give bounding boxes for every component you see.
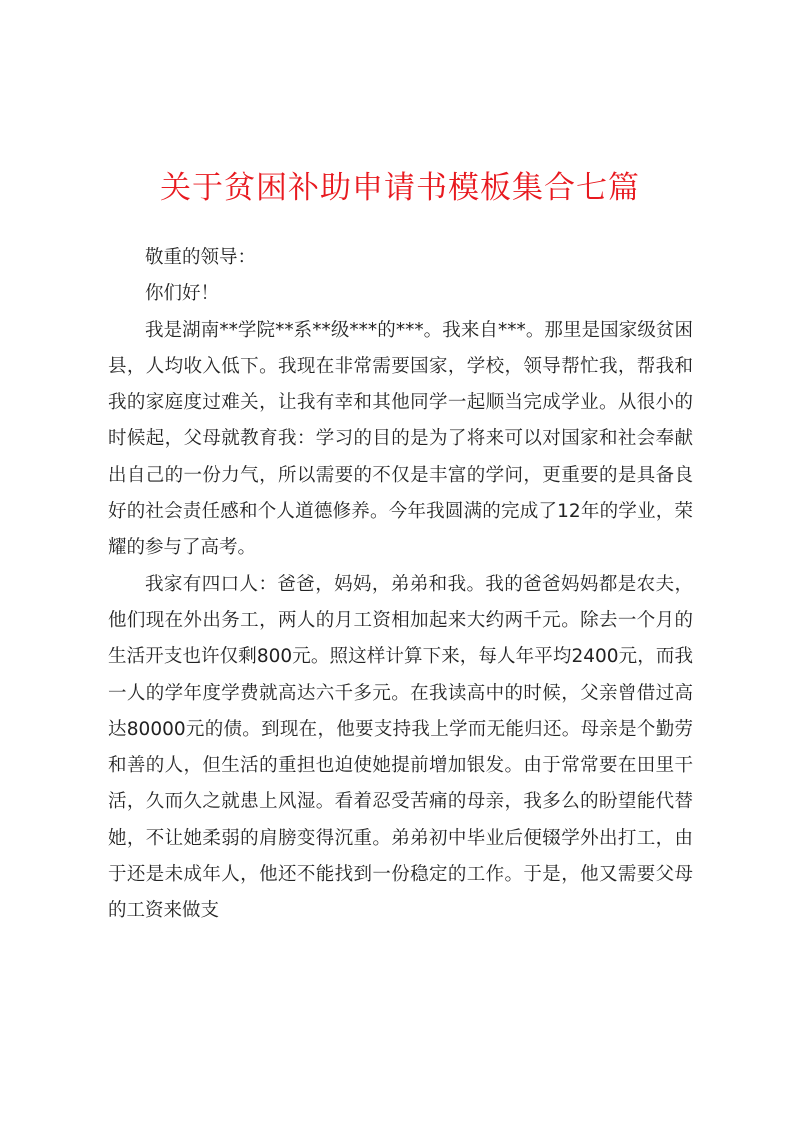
document-body: [108, 240, 693, 930]
salutation: 敬重的领导：: [145, 247, 257, 268]
greeting: 你们好！: [145, 283, 220, 305]
paragraph-2: 我家有四口人：爸爸，妈妈，弟弟和我。我的爸爸妈妈都是农夫，他们现在外出务工，两人的月工资相加起来大约两千元。除去一个月的生活开支也许仅剩800元。照这样计算下来，每人年平均2400元，而我一人的学年度学费就高达六千多元。在我读高中的时候，父亲曾借过高达80000元的债。到现在，他要支持我上学而无能归还。母亲是个勤劳和善的人，但生活的重担也迫使她提前增加银发。由于常常要在田里干活，久而久之就患上风湿。看着忍受苦痛的母亲，我多么的盼望能代替她，不让她柔弱的肩膀变得沉重。弟弟初中毕业后便辍学外出打工，由于还是未成年人，他还不能找到一份稳定的工作。于是，他又需要父母的工资来做支: [108, 573, 693, 922]
paragraph-1: 我是湖南**学院**系**级***的***。我来自***。那里是国家级贫困县，人均收入低下。我现在非常需要国家，学校，领导帮忙我，帮我和我的家庭度过难关，让我有幸和其他同学一起顺当完成学业。从很小的时候起，父母就教育我：学习的目的是为了将来可以对国家和社会奉献出自己的一份力气，所以需要的不仅是丰富的学问，更重要的是具备良好的社会责任感和个人道德修养。今年我圆满的完成了12年的学业，荣耀的参与了高考。: [108, 319, 693, 559]
document-title: 关于贫困补助申请书模板集合七篇: [160, 170, 640, 206]
